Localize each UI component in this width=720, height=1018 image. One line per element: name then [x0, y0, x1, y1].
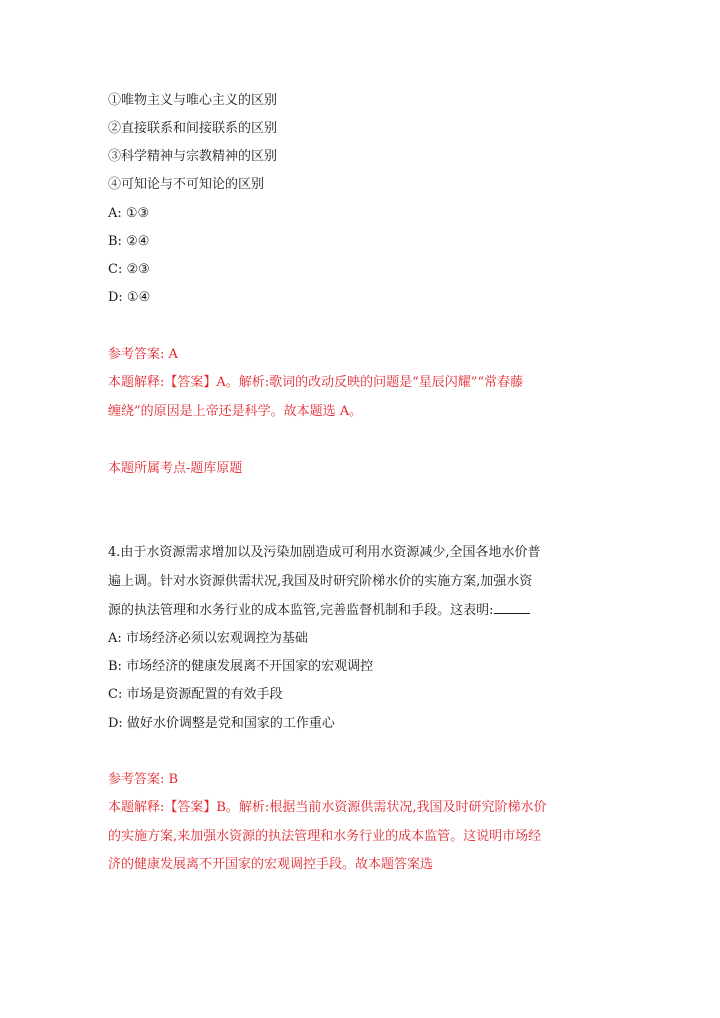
q3-source: 本题所属考点-题库原题 — [108, 461, 243, 476]
q4-stem-line-1: 4.由于水资源需求增加以及污染加剧造成可利用水资源减少,全国各地水价普 — [108, 545, 541, 560]
q3-item-2: ②直接联系和间接联系的区别 — [108, 121, 278, 136]
q3-explanation-line-2: 缠绕”的原因是上帝还是科学。故本题选 A。 — [108, 404, 363, 419]
q3-option-b: B: ②④ — [108, 234, 150, 249]
q4-answer: 参考答案: B — [108, 772, 179, 787]
q3-option-c: C: ②③ — [108, 262, 150, 277]
q3-answer: 参考答案: A — [108, 347, 178, 362]
q3-option-a: A: ①③ — [108, 206, 150, 221]
q4-stem-line-3: 源的执法管理和水务行业的成本监管,完善监督机制和手段。这表明: — [108, 603, 494, 618]
q3-item-1: ①唯物主义与唯心主义的区别 — [108, 93, 278, 108]
q4-option-c: C: 市场是资源配置的有效手段 — [108, 687, 283, 702]
q3-option-d: D: ①④ — [108, 290, 151, 305]
q4-option-d: D: 做好水价调整是党和国家的工作重心 — [108, 716, 335, 731]
answer-blank — [494, 601, 530, 614]
q3-explanation-line-1: 本题解释:【答案】A。解析:歌词的改动反映的问题是“星辰闪耀”“常春藤 — [108, 375, 524, 390]
q3-item-3: ③科学精神与宗教精神的区别 — [108, 149, 278, 164]
q3-item-4: ④可知论与不可知论的区别 — [108, 177, 265, 192]
q4-stem-line-3-wrap — [108, 601, 530, 620]
q4-stem-line-2: 遍上调。针对水资源供需状况,我国及时研究阶梯水价的实施方案,加强水资 — [108, 574, 533, 589]
q4-option-a: A: 市场经济必须以宏观调控为基础 — [108, 631, 308, 646]
q4-explanation-line-2: 的实施方案,来加强水资源的执法管理和水务行业的成本监管。这说明市场经 — [108, 829, 542, 844]
q4-option-b: B: 市场经济的健康发展离不开国家的宏观调控 — [108, 659, 374, 674]
q4-explanation-line-3: 济的健康发展离不开国家的宏观调控手段。故本题答案选 — [108, 857, 434, 872]
q4-explanation-line-1: 本题解释:【答案】B。解析:根据当前水资源供需状况,我国及时研究阶梯水价 — [108, 800, 547, 815]
